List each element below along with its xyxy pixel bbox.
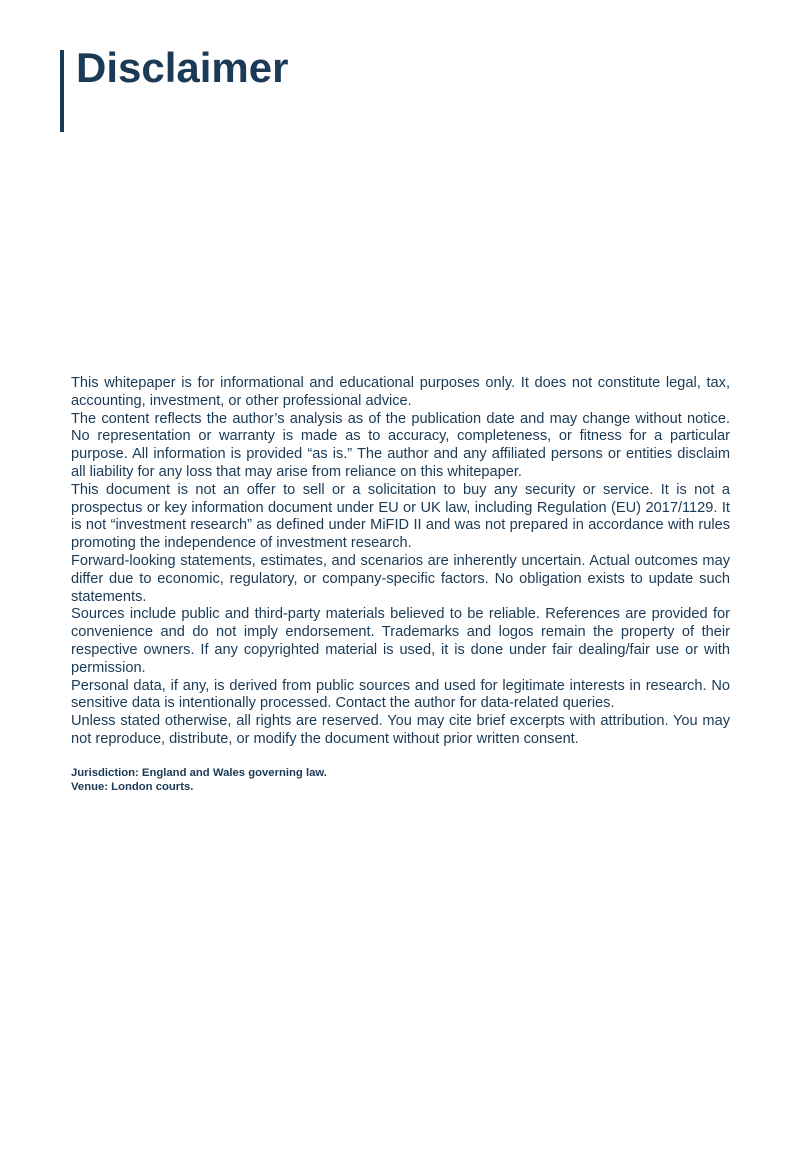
- jurisdiction-line: Jurisdiction: England and Wales governing law.: [71, 767, 327, 779]
- disclaimer-body: [71, 375, 730, 749]
- paragraph-purpose: This whitepaper is for informational and educational purposes only. It does not constitute legal, tax, accounting, investment, or other professional advice.: [71, 375, 730, 409]
- paragraph-no-warranty: The content reflects the author’s analysis as of the publication date and may change without notice. No representation or warranty is made as to accuracy, completeness, or fitness for a particular purpose. All information is provided “as is.” The author and any affiliated persons or entities disclaim all liability for any loss that may arise from reliance on this whitepaper.: [71, 410, 730, 480]
- title-accent-bar: [60, 50, 64, 132]
- venue-line: Venue: London courts.: [71, 781, 194, 793]
- page-title: Disclaimer: [76, 44, 289, 91]
- paragraph-forward-looking: Forward-looking statements, estimates, and scenarios are inherently uncertain. Actual outcomes may differ due to economic, regulatory, or company-specific factors. No obligation exists to update such statements.: [71, 552, 730, 605]
- jurisdiction-block: [71, 766, 730, 794]
- paragraph-rights: Unless stated otherwise, all rights are reserved. You may cite brief excerpts with attribution. You may not reproduce, distribute, or modify the document without prior written consent.: [71, 713, 730, 747]
- paragraph-sources: Sources include public and third-party materials believed to be reliable. References are provided for convenience and do not imply endorsement. Trademarks and logos remain the property of their respective owners. If any copyrighted material is used, it is done under fair dealing/fair use or with permission.: [71, 606, 730, 676]
- paragraph-personal-data: Personal data, if any, is derived from public sources and used for legitimate interests in research. No sensitive data is intentionally processed. Contact the author for data-related queries.: [71, 677, 730, 712]
- paragraph-not-an-offer: This document is not an offer to sell or a solicitation to buy any security or service. It is not a prospectus or key information document under EU or UK law, including Regulation (EU) 2017/1129. It is not “investment research” as defined under MiFID II and was not prepared in accordance with rules promoting the independence of investment research.: [71, 481, 730, 552]
